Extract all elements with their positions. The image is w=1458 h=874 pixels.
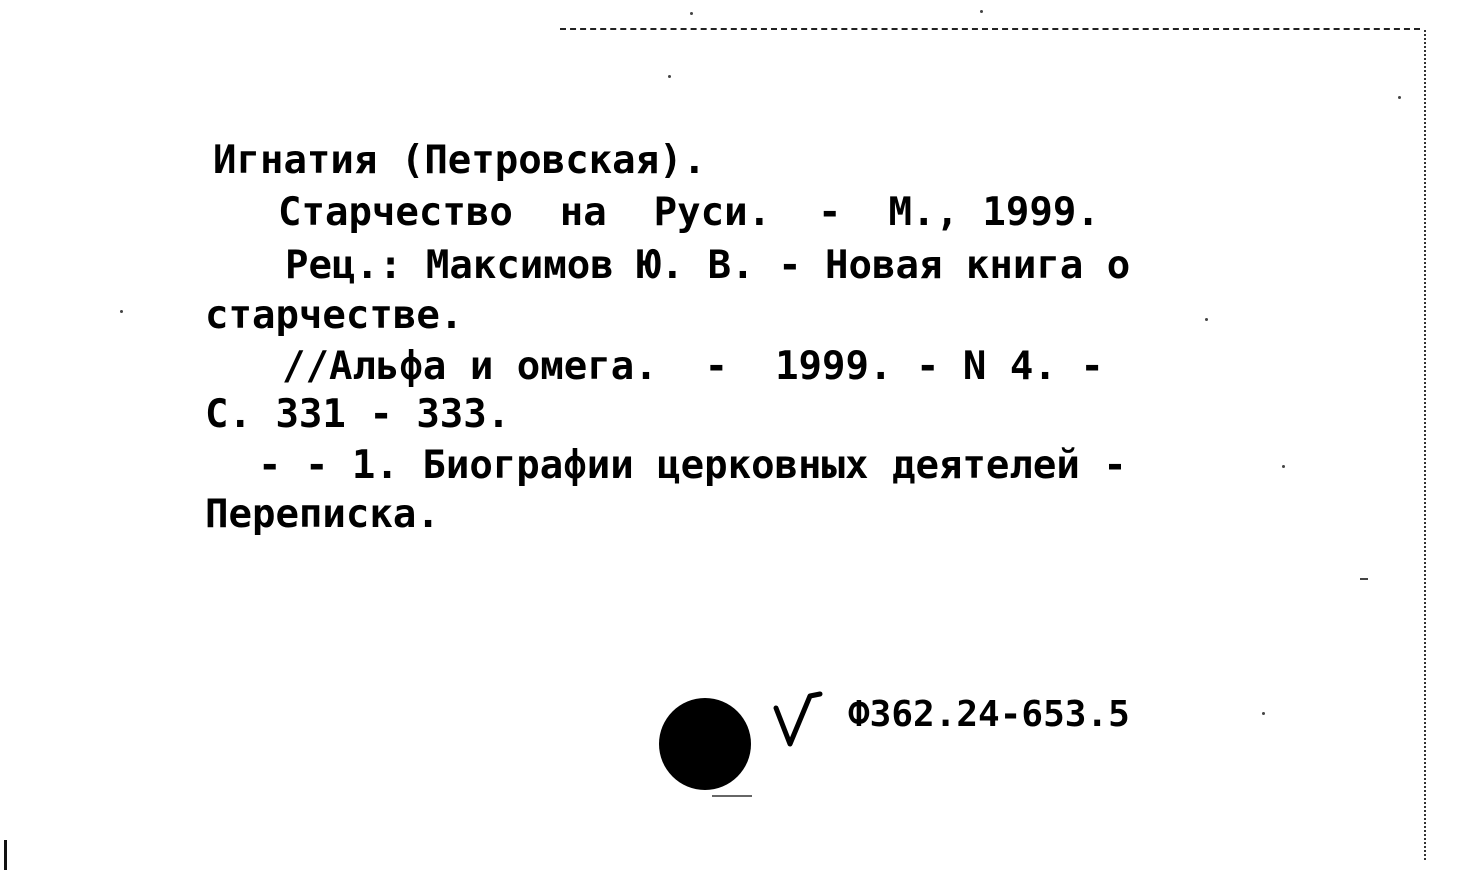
- scan-speckle: [712, 795, 752, 797]
- card-top-border: [560, 28, 1420, 30]
- pages-line: С. 331 - 333.: [205, 392, 511, 437]
- scan-speckle: [668, 75, 671, 78]
- scan-speckle: [120, 310, 123, 313]
- author-line: Игнатия (Петровская).: [213, 138, 707, 183]
- scan-speckle: [690, 12, 693, 15]
- punch-hole-icon: [659, 698, 751, 790]
- scan-speckle: [1360, 578, 1368, 580]
- scan-speckle: [980, 10, 983, 13]
- title-line: Старчество на Руси. - М., 1999.: [278, 190, 1100, 235]
- scan-speckle: [1205, 318, 1208, 321]
- checkmark-icon: [770, 690, 830, 750]
- subject-line: - - 1. Биографии церковных деятелей -: [258, 443, 1127, 488]
- scan-speckle: [1282, 465, 1285, 468]
- card-edge-mark: [4, 840, 7, 870]
- scan-speckle: [1262, 712, 1265, 715]
- source-line: //Альфа и омега. - 1999. - N 4. -: [282, 344, 1104, 389]
- review-line-continued: старчестве.: [205, 293, 464, 338]
- scan-speckle: [1398, 96, 1401, 99]
- review-line: Рец.: Максимов Ю. В. - Новая книга о: [285, 243, 1131, 288]
- subject-line-continued: Переписка.: [205, 492, 440, 537]
- shelf-mark: Ф362.24-653.5: [848, 694, 1130, 735]
- card-right-border: [1424, 30, 1426, 860]
